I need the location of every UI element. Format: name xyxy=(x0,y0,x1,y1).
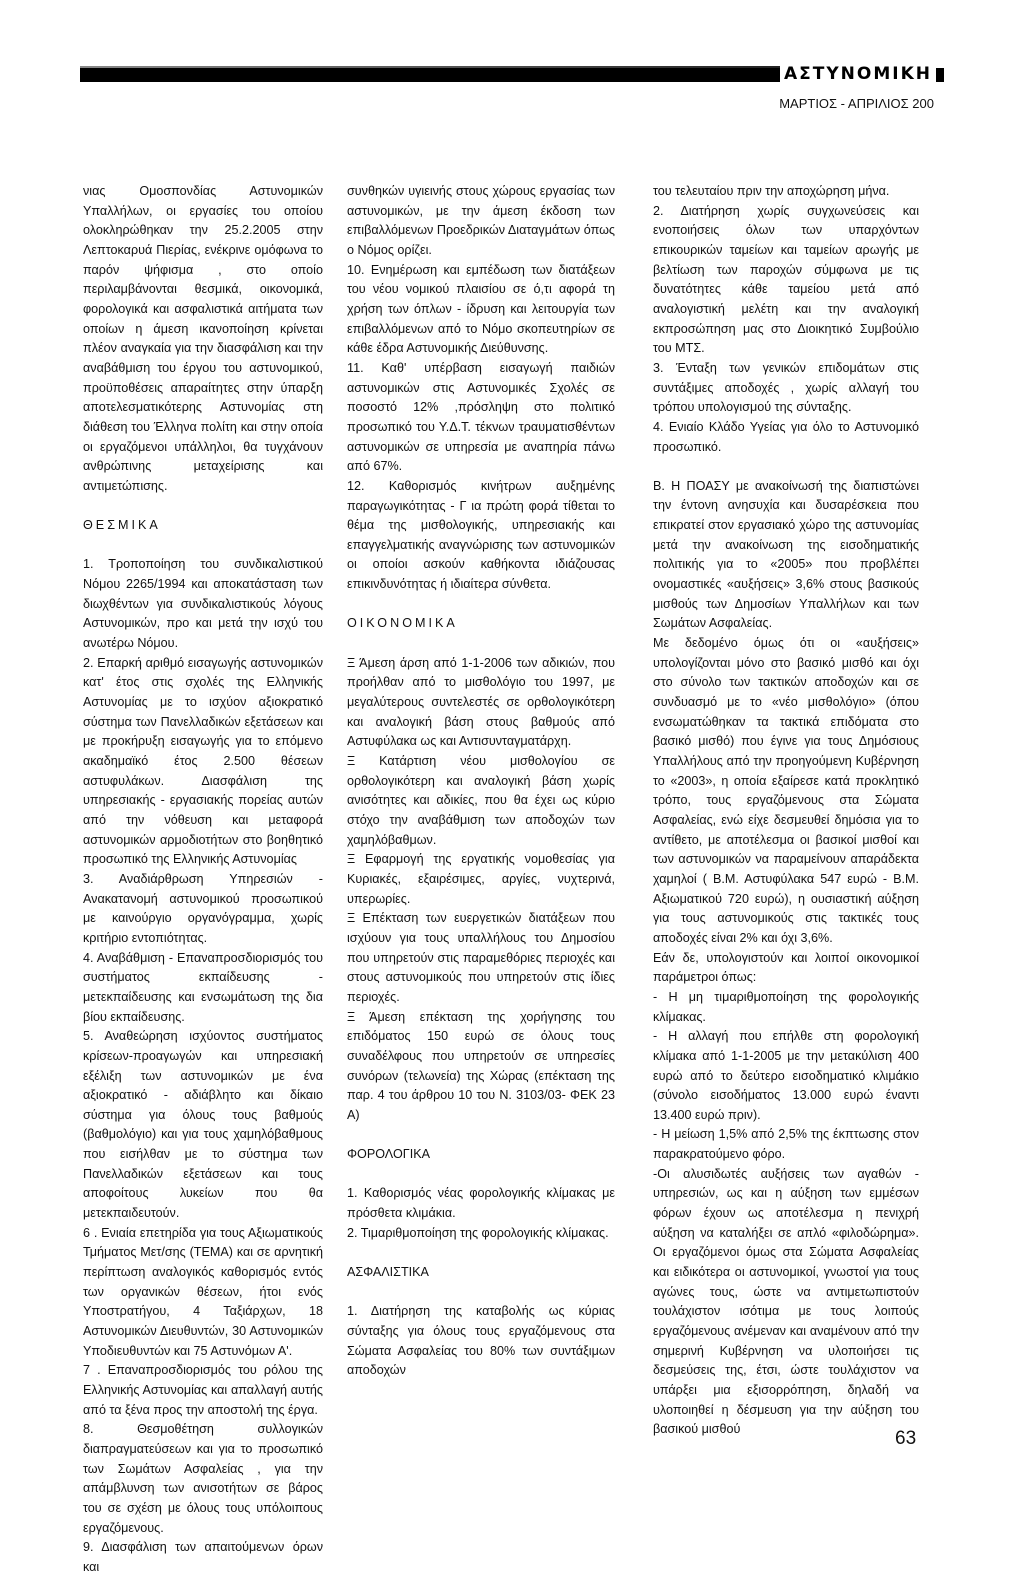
insurance-item-4: 4. Ενιαίο Κλάδο Υγείας για όλο το Αστυνομικό προσωπικό. xyxy=(653,419,919,454)
section-b-para-7: -Οι αλυσιδωτές αυξήσεις των αγαθών - υπηρεσιών, ως και η αύξηση των εμμέσων φόρων έχουν ως αποτέλεσμα η πενιχρή αύξηση να καταλήξει σε απλό «φιλοδώρημα». Οι εργαζόμενοι όμως στα Σώματα Ασφαλείας και ειδικότερα οι αστυνομικοί, γνωστοί για τους αγώνες τους, ώστε να αντιμετωπιστούν τουλάχιστον ισότιμα με τους λοιπούς εργαζόμενους ανέμεναν και αναμένουν από την σημερινή Κυβέρνηση να υλοποιήσει τις δεσμεύσεις της, έτσι, ώστε τουλάχιστον να υπάρξει μια εξισορρόπηση, δηλαδή να υλοποιηθεί η δέσμευση για την αύξηση του βασικού μισθού xyxy=(653,1166,919,1437)
col2-intro: συνθηκών υγιεινής στους χώρους εργασίας των αστυνομικών, με την άμεση έκδοση των επιβαλλόμενων Προεδρικών Διαταγμάτων όπως ο Νόμος ορίζει. xyxy=(347,184,615,257)
item-8: 8. Θεσμοθέτηση συλλογικών διαπραγματεύσεων και για το προσωπικό των Σωμάτων Ασφαλείας , για την απάμβλυνση των ανισοτήτων σε βάρος του σε σχέση με όλους τους υπόλοιπους εργαζόμενους. xyxy=(83,1422,323,1535)
item-2: 2. Επαρκή αριθμό εισαγωγής αστυνομικών κατ' έτος στις σχολές της Ελληνικής Αστυνομίας με το ισχύον αξιοκρατικό σύστημα των Πανελλαδικών εξετάσεων και με προκήρυξη εισαγωγής για το επόμενο ακαδημαϊκό έτος 2.500 θέσεων αστυφυλάκων. Διασφάλιση της υπηρεσιακής - εργασιακής πορείας αυτών από την νόθευση και μεταφορά αστυνομικών αρμοδιοτήτων στο βοηθητικό προσωπικό της Ελληνικής Αστυνομίας xyxy=(83,655,323,867)
issue-date: ΜΑΡΤΙΟΣ - ΑΠΡΙΛΙΟΣ 200 xyxy=(779,96,934,111)
econ-item-1: Ξ Άμεση άρση από 1-1-2006 των αδικιών, που προήλθαν από το μισθολόγιο του 1997, με μεγαλύτερους συντελεστές σε ορθολογικότερη και αναλογική βάση στους βαθμούς από Αστυφύλακα ως και Αντισυνταγματάρχη. xyxy=(347,655,615,749)
insurance-item-2: 2. Διατήρηση χωρίς συγχωνεύσεις και ενοποιήσεις όλων των υπαρχόντων επικουρικών ταμείων και ταμείων αρωγής με βελτίωση των παροχών σύμφωνα με τις δυνατότητες κάθε ταμείου μετά από αναλογιστική μελέτη και την αναλογική εκπροσώπηση μας στο Διοικητικό Συμβούλιο του ΜΤΣ. xyxy=(653,203,919,356)
item-4: 4. Αναβάθμιση - Επαναπροσδιορισμός του συστήματος εκπαίδευσης - μετεκπαίδευσης και ενσωμάτωση της δια βίου εκπαίδευσης. xyxy=(83,950,323,1024)
section-b-para-1: Β. Η ΠΟΑΣΥ με ανακοίνωσή της διαπιστώνει την έντονη ανησυχία και δυσαρέσκεια που επικρατεί στον εργασιακό χώρο της αστυνομίας μετά την ανακοίνωση της εισοδηματικής πολιτικής για το «2005» που προβλέπει ονομαστικές «αυξήσεις» 3,6% στους βασικούς μισθούς των Δημοσίων Υπαλλήλων και των Σωμάτων Ασφαλείας. xyxy=(653,478,919,631)
tax-item-2: 2. Τιμαριθμοποίηση της φορολογικής κλίμακας. xyxy=(347,1225,609,1240)
item-6: 6 . Ενιαία επετηρίδα για τους Αξιωματικούς Τμήματος Μετ/σης (ΤΕΜΑ) και σε αρνητική περίπτωση αναλογικός καθορισμός εντός των οργανικών θέσεων, ήτοι ενός Υποστρατήγου, 4 Ταξιάρχων, 18 Αστυνομικών Διευθυντών, 30 Αστυνομικών Υποδιευθυντών και 75 Αστυνόμων Α'. xyxy=(83,1225,323,1358)
column-3 xyxy=(653,182,919,1440)
section-heading-tax: ΦΟΡΟΛΟΓΙΚΑ xyxy=(347,1147,430,1162)
col3-intro: του τελευταίου πριν την αποχώρηση μήνα. xyxy=(653,184,890,198)
item-10: 10. Ενημέρωση και εμπέδωση των διατάξεων του νέου νομικού πλαισίου σε ό,τι αφορά τη χρήση των όπλων - ίδρυση και λειτουργία των επιβαλλόμενων από το Νόμο σκοπευτηρίων σε κάθε έδρα Αστυνομικής Διεύθυνσης. xyxy=(347,262,615,356)
item-7: 7 . Επαναπροσδιορισμός του ρόλου της Ελληνικής Αστυνομίας και απαλλαγή αυτής από τα ξένα προς την αποστολή της έργα. xyxy=(83,1363,323,1417)
item-1: 1. Τροποποίηση του συνδικαλιστικού Νόμου 2265/1994 και αποκατάσταση των διωχθέντων για συνδικαλιστικούς λόγους Αστυνομικών, προ και μετά την ισχύ του ανωτέρω Νόμου. xyxy=(83,557,323,651)
econ-item-4: Ξ Επέκταση των ευεργετικών διατάξεων που ισχύουν για τους υπαλλήλους του Δημοσίου που υπηρετούν στις παραμεθόριες περιοχές και στους αστυνομικούς που υπηρετούν στις ίδιες περιοχές. xyxy=(347,911,615,1004)
section-heading-insurance: ΑΣΦΑΛΙΣΤΙΚΑ xyxy=(347,1265,429,1280)
econ-item-2: Ξ Κατάρτιση νέου μισθολογίου σε ορθολογικότερη και αναλογική βάση χωρίς ανισότητες και αδικίες, που θα έχει ως κύριο στόχο την αναβάθμιση των αποδοχών των χαμηλόβαθμων. xyxy=(347,754,615,847)
section-heading-institutional: ΘΕΣΜΙΚΑ xyxy=(83,518,161,533)
item-11: 11. Καθ' υπέρβαση εισαγωγή παιδιών αστυνομικών στις Αστυνομικές Σχολές σε ποσοστό 12% ,πρόσληψη στο πολιτικό προσωπικό του Υ.Δ.Τ. τέκνων τραυματισθέντων αστυνομικών σε υπηρεσία με αναπηρία πάνω από 67%. xyxy=(347,360,615,474)
item-12: 12. Καθορισμός κινήτρων αυξημένης παραγωγικότητας - Γ ια πρώτη φορά τίθεται το θέμα της μισθολογικής, υπηρεσιακής και επαγγελματικής αναγνώρισης των αστυνομικών οι οποίοι ασκούν καθήκοντα ιδιάζουσας επικινδυνότητας ή ιδιαίτερα σύνθετα. xyxy=(347,478,615,592)
insurance-item-1: 1. Διατήρηση της καταβολής ως κύριας σύνταξης για όλους τους εργαζόμενους στα Σώματα Ασφαλείας του 80% των συντάξιμων αποδοχών xyxy=(347,1304,615,1378)
item-5: 5. Αναθεώρηση ισχύοντος συστήματος κρίσεων-προαγωγών και υπηρεσιακή εξέλιξη των αστυνομικών με ένα αξιοκρατικό - αδιάβλητο και δίκαιο σύστημα για όλους τους βαθμούς (βαθμολόγιο) και για τους χαμηλόβαθμους που εισήλθαν με το σύστημα των Πανελλαδικών εξετάσεων και τους αποφοίτους λυκείων που θα μετεκπαιδευτούν. xyxy=(83,1029,323,1221)
magazine-title: ΑΣΤΥΝΟΜΙΚΗ xyxy=(780,64,936,84)
section-b-para-5: - Η αλλαγή που επήλθε στη φορολογική κλίμακα από 1-1-2005 με την μετακύλιση 400 ευρώ από το δεύτερο εισοδηματικό κλιμάκιο (σύνολο εισοδήματος 13.000 ευρώ έναντι 13.400 ευρώ πριν). xyxy=(653,1029,919,1122)
section-b-para-3: Εάν δε, υπολογιστούν και λοιποί οικονομικοί παράμετροι όπως: xyxy=(653,950,919,985)
col1-intro: νιας Ομοσπονδίας Αστυνομικών Υπαλλήλων, οι εργασίες του οποίου ολοκληρώθηκαν την 25.2.2005 στην Λεπτοκαρυά Πιερίας, ενέκρινε ομόφωνα το παρόν ψήφισμα , στο οποίο περιλαμβάνονται θεσμικά, οικονομικά, φορολογικά και ασφαλιστικά αιτήματα των οποίων η άμεση ικανοποίηση κρίνεται πλέον αναγκαία για την διασφάλιση και την αναβάθμιση του έργου του αστυνομικού, προϋποθέσεις απαραίτητες στην ύπαρξη αποτελεσματικότερης Αστυνομίας στη διάθεση του Έλληνα πολίτη και στην οποία οι εργαζόμενοι υπάλληλοι, θα τυγχάνουν ανθρώπινης μεταχείρισης και αντιμετώπισης. xyxy=(83,184,323,493)
column-2 xyxy=(347,182,615,1381)
insurance-item-3: 3. Ένταξη των γενικών επιδομάτων στις συντάξιμες αποδοχές , χωρίς αλλαγή του τρόπου υπολογισμού της σύνταξης. xyxy=(653,360,919,415)
section-b-para-4: - Η μη τιμαριθμοποίηση της φορολογικής κλίμακας. xyxy=(653,989,919,1024)
page-number: 63 xyxy=(895,1428,917,1449)
econ-item-3: Ξ Εφαρμογή της εργατικής νομοθεσίας για Κυριακές, εξαιρέσιμες, αργίες, νυχτερινά, υπερωρίες. xyxy=(347,852,615,906)
item-9: 9. Διασφάλιση των απαιτούμενων όρων και xyxy=(83,1540,323,1574)
item-3: 3. Αναδιάρθρωση Υπηρεσιών - Ανακατανομή αστυνομικού προσωπικού με καινούργιο οργανόγραμμα, χωρίς κριτήριο εντοπιότητας. xyxy=(83,871,323,945)
column-1 xyxy=(83,182,323,1578)
section-b-para-2: Με δεδομένο όμως ότι οι «αυξήσεις» υπολογίζονται μόνο στο βασικό μισθό και όχι στο σύνολο των τακτικών αποδοχών και σε συνδυασμό με το «νέο μισθολόγιο» (όπου ενσωματώθηκαν τα τακτικά επιδόματα στο βασικό μισθό) που έγινε για τους Δημόσιους Υπαλλήλους από την προηγούμενη Κυβέρνηση το «2003», η οποία εξαίρεσε κατά προκλητικό τρόπο, τους εργαζόμενους στα Σώματα Ασφαλείας, ενώ είχε δεσμευθεί δημόσια για το αντίθετο, με αποτέλεσμα οι βασικοί μισθοί και των αστυνομικών να παραμείνουν απαράδεκτα χαμηλοί ( Β.Μ. Αστυφύλακα 547 ευρώ - Β.Μ. Αξιωματικού 720 ευρώ), η ουσιαστική αύξηση για τους αστυνομικούς στις τακτικές τους αποδοχές είναι 2% και όχι 3,6%. xyxy=(653,636,919,945)
tax-item-1: 1. Καθορισμός νέας φορολογικής κλίμακας με πρόσθετα κλιμάκια. xyxy=(347,1186,615,1221)
section-heading-economic: ΟΙΚΟΝΟΜΙΚΑ xyxy=(347,616,458,631)
section-b-para-6: - Η μείωση 1,5% από 2,5% της έκπτωσης στον παρακρατούμενο φόρο. xyxy=(653,1127,919,1162)
econ-item-5: Ξ Άμεση επέκταση της χορήγησης του επιδόματος 150 ευρώ σε όλους τους συναδέλφους που υπηρετούν σε υπηρεσίες συνόρων (τελωνεία) της Χώρας (επέκταση της παρ. 4 του άρθρου 10 του Ν. 3103/03- ΦΕΚ 23 Α) xyxy=(347,1009,615,1122)
